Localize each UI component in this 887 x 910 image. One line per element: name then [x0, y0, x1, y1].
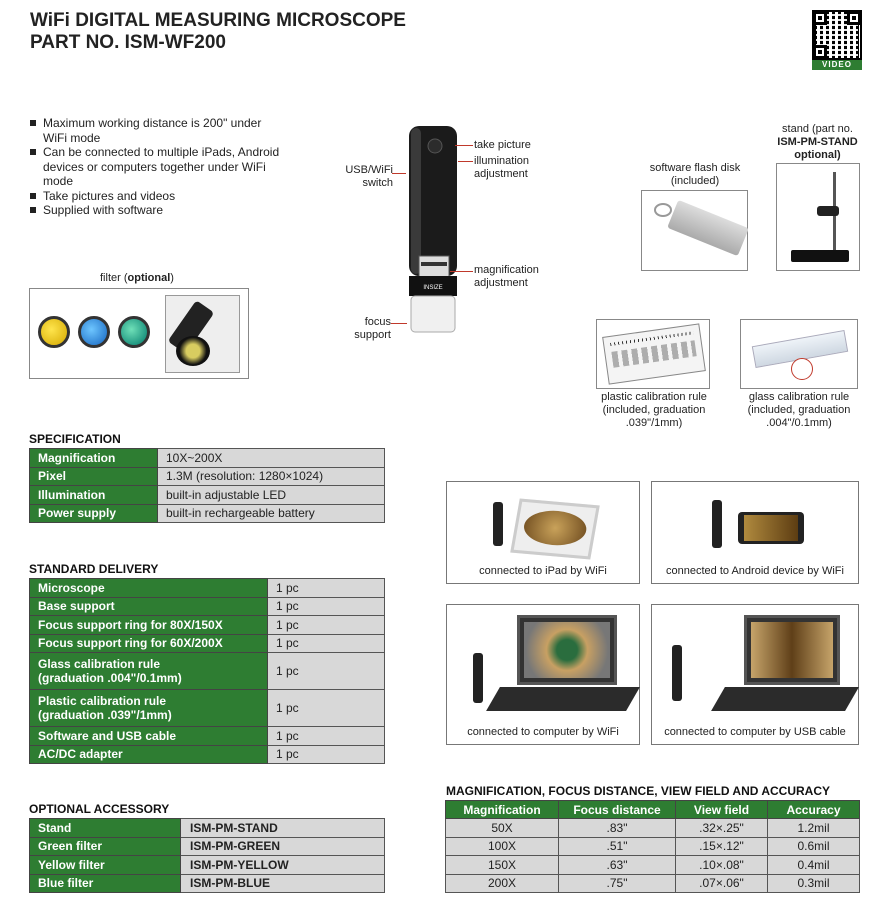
table-row: Green filter ISM-PM-GREEN — [30, 837, 385, 856]
standard-delivery-table — [29, 578, 385, 764]
filter-image — [29, 288, 249, 379]
table-row: Yellow filter ISM-PM-YELLOW — [30, 856, 385, 875]
optional-accessory-table — [29, 818, 385, 893]
specification-table — [29, 448, 385, 523]
specification-heading: SPECIFICATION — [29, 432, 121, 446]
flash-disk-image — [641, 190, 748, 271]
feature-item: Take pictures and videos — [30, 189, 280, 204]
table-row: Microscope 1 pc — [30, 579, 385, 598]
table-row: Illumination built-in adjustable LED — [30, 486, 385, 505]
title-line-1: WiFi DIGITAL MEASURING MICROSCOPE — [30, 10, 406, 31]
stand-label: stand (part no. ISM-PM-STAND optional) — [777, 123, 858, 161]
yellow-filter-icon — [38, 316, 70, 348]
optional-accessory-heading: OPTIONAL ACCESSORY — [29, 802, 170, 816]
ipad-connection-caption: connected to iPad by WiFi — [479, 565, 607, 577]
table-row: Glass calibration rule (graduation .004"/0.1mm) 1 pc — [30, 653, 385, 690]
svg-text:INSIZE: INSIZE — [423, 285, 443, 291]
filter-label: filter (optional) — [100, 272, 174, 284]
table-row: Stand ISM-PM-STAND — [30, 819, 385, 838]
qr-video-label: VIDEO — [812, 60, 862, 70]
qr-code-video[interactable] — [812, 10, 862, 69]
page-title — [30, 10, 406, 54]
android-connection-caption: connected to Android device by WiFi — [666, 565, 844, 577]
feature-item: Maximum working distance is 200" under WiFi mode — [30, 116, 280, 145]
feature-item: Can be connected to multiple iPads, Android devices or computers together under WiFi mode — [30, 145, 280, 189]
stand-image — [776, 163, 860, 271]
ipad-connection-image — [446, 481, 640, 584]
label-focus: focus support — [354, 316, 391, 341]
table-row: AC/DC adapter 1 pc — [30, 745, 385, 764]
microscope-image — [405, 126, 461, 336]
table-row: Focus support ring for 60X/200X 1 pc — [30, 634, 385, 653]
table-row: Base support 1 pc — [30, 597, 385, 616]
android-connection-image — [651, 481, 859, 584]
blue-filter-icon — [78, 316, 110, 348]
label-take-picture: take picture — [474, 139, 531, 151]
table-row: Pixel 1.3M (resolution: 1280×1024) — [30, 467, 385, 486]
green-filter-icon — [118, 316, 150, 348]
title-line-2: PART NO. ISM-WF200 — [30, 32, 226, 53]
plastic-rule-image — [596, 319, 710, 389]
table-header-row: Magnification Focus distance View field Accuracy — [446, 801, 860, 819]
label-illumination: illumination adjustment — [474, 155, 530, 180]
computer-wifi-connection-image — [446, 604, 640, 745]
table-row: 50X .83" .32×.25" 1.2mil — [446, 819, 860, 838]
table-row: Magnification 10X~200X — [30, 449, 385, 468]
table-row: Plastic calibration rule (graduation .039"/1mm) 1 pc — [30, 690, 385, 727]
glass-rule-image — [740, 319, 858, 389]
label-magnification: magnification adjustment — [474, 264, 539, 289]
table-row: Software and USB cable 1 pc — [30, 727, 385, 746]
table-row: 150X .63" .10×.08" 0.4mil — [446, 856, 860, 875]
label-usb-wifi: USB/WiFi switch — [345, 164, 393, 189]
feature-list — [30, 116, 280, 218]
microscope-tip-image — [165, 295, 240, 373]
glass-rule-label: glass calibration rule (included, graduation .004"/0.1mm) — [747, 391, 851, 429]
computer-wifi-connection-caption: connected to computer by WiFi — [467, 726, 619, 738]
mag-table-heading: MAGNIFICATION, FOCUS DISTANCE, VIEW FIELD AND ACCURACY — [446, 784, 830, 798]
table-row: Focus support ring for 80X/150X 1 pc — [30, 616, 385, 635]
table-row: 200X .75" .07×.06" 0.3mil — [446, 874, 860, 893]
magnification-table — [445, 800, 860, 893]
table-row: Power supply built-in rechargeable battery — [30, 504, 385, 523]
table-row: Blue filter ISM-PM-BLUE — [30, 874, 385, 893]
computer-usb-connection-image — [651, 604, 859, 745]
plastic-rule-label: plastic calibration rule (included, graduation .039"/1mm) — [601, 391, 707, 429]
computer-usb-connection-caption: connected to computer by USB cable — [664, 726, 846, 738]
table-row: 100X .51" .15×.12" 0.6mil — [446, 837, 860, 856]
feature-item: Supplied with software — [30, 203, 280, 218]
qr-code-icon — [812, 10, 862, 60]
standard-delivery-heading: STANDARD DELIVERY — [29, 562, 159, 576]
flash-disk-label: software flash disk (included) — [649, 162, 741, 187]
